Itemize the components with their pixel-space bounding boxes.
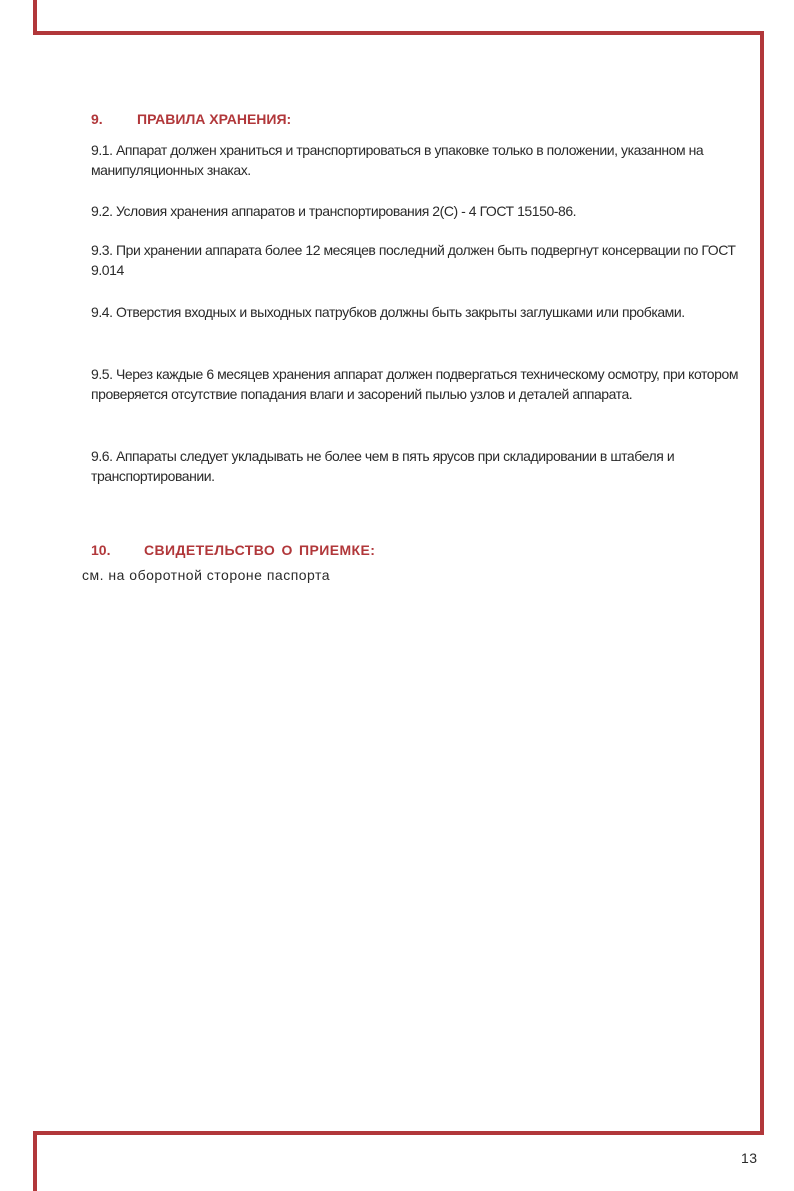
paragraph-9-5: 9.5. Через каждые 6 месяцев хранения аппарат должен подвергаться техническому осмотру, при котором проверяется отсутствие попадания влаги и засорений пылью узлов и деталей аппарата. bbox=[91, 366, 738, 402]
section-9-heading bbox=[91, 111, 291, 127]
section-10-heading bbox=[91, 542, 375, 558]
paragraph-9-6: 9.6. Аппараты следует укладывать не более чем в пять ярусов при складировании в штабеля и транспортировании. bbox=[91, 448, 675, 484]
paragraph-9-2: 9.2. Условия хранения аппаратов и транспортирования 2(С) - 4 ГОСТ 15150-86. bbox=[91, 203, 577, 219]
section-10-title: СВИДЕТЕЛЬСТВО О ПРИЕМКЕ: bbox=[144, 542, 376, 558]
paragraph-9-3: 9.3. При хранении аппарата более 12 месяцев последний должен быть подвергнут консервации по ГОСТ 9.014 bbox=[91, 242, 736, 278]
frame-bottom-left-border bbox=[33, 1131, 37, 1191]
frame-right-border bbox=[760, 31, 764, 1135]
section-10-number: 10. bbox=[91, 542, 111, 558]
frame-top-border bbox=[33, 31, 764, 35]
frame-top-left-border bbox=[33, 0, 37, 34]
section-9-title: ПРАВИЛА ХРАНЕНИЯ: bbox=[137, 111, 292, 127]
frame-bottom-border bbox=[33, 1131, 764, 1135]
paragraph-9-4: 9.4. Отверстия входных и выходных патрубков должны быть закрыты заглушками или пробками. bbox=[91, 304, 685, 320]
section-9-number: 9. bbox=[91, 111, 103, 127]
section-10-note: см. на оборотной стороне паспорта bbox=[82, 567, 331, 583]
paragraph-9-1: 9.1. Аппарат должен храниться и транспортироваться в упаковке только в положении, указанном на манипуляционных знаках. bbox=[91, 142, 704, 178]
page-number: 13 bbox=[741, 1150, 758, 1166]
